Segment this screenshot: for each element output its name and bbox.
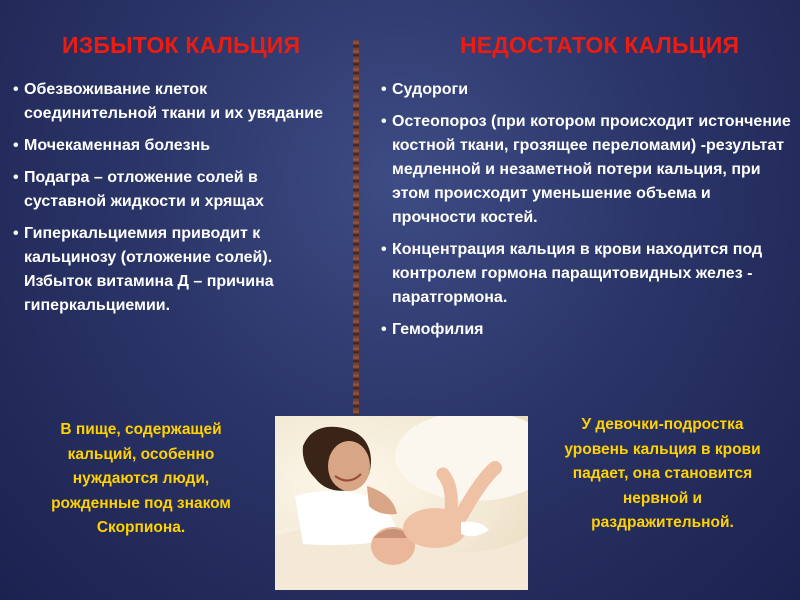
excess-effects-list bbox=[13, 78, 335, 326]
calcium-deficiency-heading: НЕДОСТАТОК КАЛЬЦИЯ bbox=[460, 32, 740, 58]
excess-calcium-heading: ИЗБЫТОК КАЛЬЦИЯ bbox=[62, 32, 301, 58]
deficiency-effect-item: • Концентрация кальция в крови находится под контролем гормона паращитовидных желез - паратгормона. bbox=[381, 238, 791, 310]
excess-effect-item: • Подагра – отложение солей в суставной жидкости и хрящах bbox=[13, 166, 335, 214]
deficiency-effects-list bbox=[381, 78, 791, 350]
mother-and-baby-photo bbox=[275, 416, 528, 590]
mother-and-baby-illustration bbox=[275, 416, 528, 590]
teen-girl-calcium-note: У девочки-подростка уровень кальция в крови падает, она становится нервной и раздражительной. bbox=[564, 416, 761, 531]
excess-effect-item: • Гиперкальциемия приводит к кальцинозу (отложение солей). Избыток витамина Д – причина гиперкальциемии. bbox=[13, 222, 335, 318]
excess-effect-item: • Мочекаменная болезнь bbox=[13, 134, 335, 158]
column-divider bbox=[353, 40, 359, 415]
excess-effect-item: • Обезвоживание клеток соединительной ткани и их увядание bbox=[13, 78, 335, 126]
deficiency-effect-item: • Судороги bbox=[381, 78, 791, 102]
deficiency-effect-item: • Остеопороз (при котором происходит истончение костной ткани, грозящее переломами) -результат медленной и незаметной потери кальция, при этом происходит уменьшение объема и прочности костей. bbox=[381, 110, 791, 230]
deficiency-effect-item: • Гемофилия bbox=[381, 318, 791, 342]
scorpio-diet-note: В пище, содержащей кальций, особенно нуждаются люди, рожденные под знаком Скорпиона. bbox=[51, 421, 231, 536]
